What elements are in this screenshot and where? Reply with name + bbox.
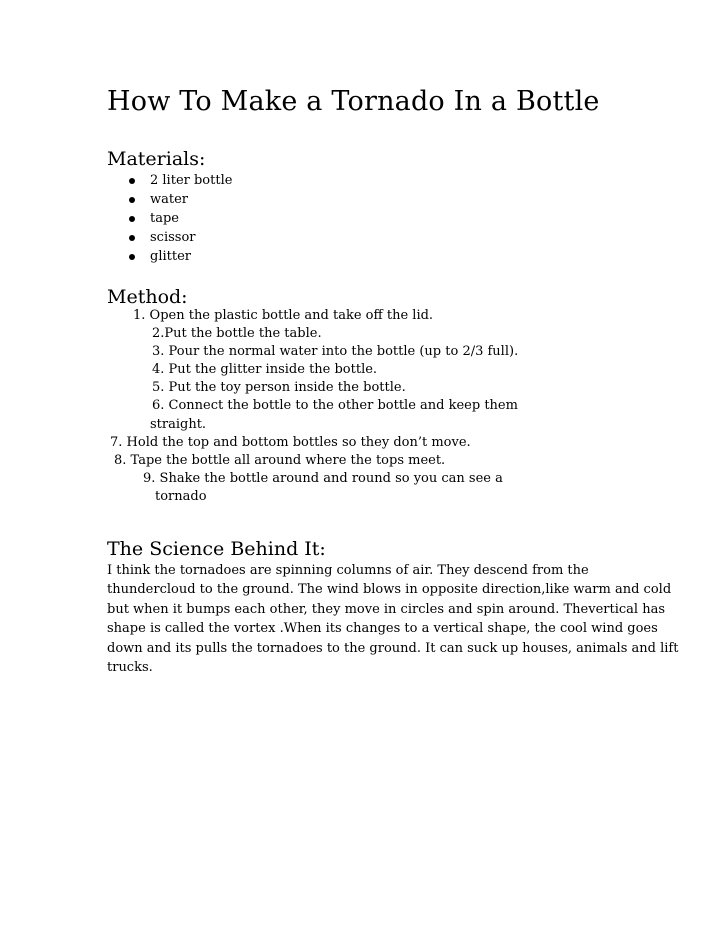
- method-step: 1. Open the plastic bottle and take off the lid.: [133, 308, 434, 323]
- method-step: 5. Put the toy person inside the bottle.: [152, 380, 406, 395]
- method-step: tornado: [155, 489, 207, 504]
- material-label: 2 liter bottle: [150, 173, 233, 188]
- material-label: water: [150, 192, 189, 207]
- paragraph-line: but when it bumps each other, they move in circles and spin around. Thevertical has: [107, 601, 665, 617]
- paragraph-line: I think the tornadoes are spinning columns of air. They descend from the: [107, 563, 589, 578]
- science-heading: The Science Behind It:: [107, 538, 326, 560]
- list-item: [125, 171, 232, 190]
- materials-list: [125, 171, 232, 266]
- bullet-icon: [129, 197, 135, 203]
- paragraph-line: trucks.: [107, 660, 153, 676]
- method-step: 2.Put the bottle the table.: [152, 326, 322, 341]
- paragraph-line: thundercloud to the ground. The wind blows in opposite direction,like warm and cold: [107, 582, 672, 598]
- material-label: tape: [150, 211, 179, 226]
- method-step: 6. Connect the bottle to the other bottle and keep them: [152, 398, 518, 413]
- paragraph-line: down and its pulls the tornadoes to the ground. It can suck up houses, animals and lift: [107, 640, 679, 656]
- bullet-icon: [129, 254, 135, 260]
- list-item: [125, 190, 232, 209]
- bullet-icon: [129, 235, 135, 241]
- method-heading: Method:: [107, 286, 188, 308]
- method-step: straight.: [150, 417, 207, 432]
- method-step: 4. Put the glitter inside the bottle.: [152, 362, 378, 377]
- method-step: 8. Tape the bottle all around where the tops meet.: [114, 453, 446, 468]
- method-step: 7. Hold the top and bottom bottles so they don’t move.: [110, 435, 471, 450]
- list-item: [125, 247, 232, 266]
- document-title: How To Make a Tornado In a Bottle: [107, 86, 600, 117]
- material-label: scissor: [150, 230, 196, 245]
- paragraph-line: shape is called the vortex .When its changes to a vertical shape, the cool wind goes: [107, 621, 658, 637]
- method-step: 9. Shake the bottle around and round so you can see a: [143, 471, 503, 486]
- materials-heading: Materials:: [107, 148, 206, 170]
- bullet-icon: [129, 178, 135, 184]
- method-step: 3. Pour the normal water into the bottle (up to 2/3 full).: [152, 344, 519, 359]
- bullet-icon: [129, 216, 135, 222]
- science-paragraph: [107, 561, 682, 677]
- list-item: [125, 228, 232, 247]
- material-label: glitter: [150, 249, 191, 264]
- list-item: [125, 209, 232, 228]
